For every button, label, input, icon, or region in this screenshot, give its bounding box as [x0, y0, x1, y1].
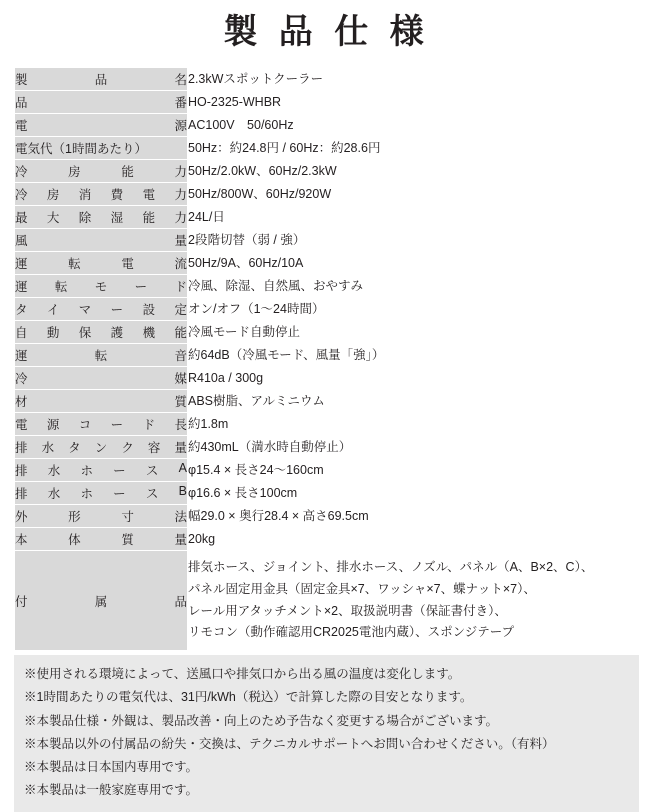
row-label-text: 冷 媒	[15, 371, 187, 386]
table-row	[15, 527, 639, 550]
row-value: φ16.6 × 長さ100cm	[188, 481, 639, 504]
row-label-text: 排 水 ホ ー ス A	[15, 460, 187, 478]
row-label	[15, 90, 188, 113]
row-value: 幅29.0 × 奥行28.4 × 高さ69.5cm	[188, 504, 639, 527]
row-label-text: タ イ マ ー 設 定	[15, 302, 187, 317]
row-label-text: 製 品 名	[15, 72, 187, 87]
table-row	[15, 274, 639, 297]
row-label	[15, 205, 188, 228]
row-value: 約64dB（冷風モード、風量「強」）	[188, 343, 639, 366]
row-value: オン/オフ（1〜24時間）	[188, 297, 639, 320]
row-label	[15, 412, 188, 435]
note-line: ※1時間あたりの電気代は、31円/kWh（税込）で計算した際の目安となります。	[24, 690, 473, 705]
row-value: 冷風モード自動停止	[188, 320, 639, 343]
row-label	[15, 159, 188, 182]
row-label-text: 本 体 質 量	[15, 532, 187, 547]
row-label	[15, 182, 188, 205]
row-value: ABS樹脂、アルミニウム	[188, 389, 639, 412]
specification-table-body	[15, 67, 639, 651]
table-row	[15, 67, 639, 90]
row-label	[15, 504, 188, 527]
row-label	[15, 320, 188, 343]
table-row	[15, 182, 639, 205]
row-value: 50Hz/2.0kW、60Hz/2.3kW	[188, 159, 639, 182]
table-row-accessories	[15, 550, 639, 651]
row-label-text: 風 量	[15, 233, 187, 248]
table-row	[15, 412, 639, 435]
notes-block	[14, 655, 639, 812]
page-title: 製 品 仕 様	[223, 13, 430, 51]
table-row	[15, 504, 639, 527]
specification-table	[14, 67, 639, 652]
table-row	[15, 228, 639, 251]
row-label-text: 冷 房 消 費 電 力	[15, 187, 187, 202]
row-label-text: 運 転 電 流	[15, 256, 187, 271]
table-row	[15, 320, 639, 343]
row-value-accessories	[188, 550, 639, 651]
accessory-line: レール用アタッチメント×2、取扱説明書（保証書付き）、	[188, 603, 507, 618]
table-row	[15, 297, 639, 320]
note-line: ※使用される環境によって、送風口や排気口から出る風の温度は変化します。	[24, 667, 461, 682]
row-label-text: 自 動 保 護 機 能	[15, 325, 187, 340]
row-label	[15, 435, 188, 458]
note-line: ※本製品は一般家庭専用です。	[24, 782, 199, 797]
row-label	[15, 228, 188, 251]
row-value: 20kg	[188, 527, 639, 550]
table-row	[15, 435, 639, 458]
row-label	[15, 366, 188, 389]
table-row	[15, 205, 639, 228]
row-label-text: 電 源 コ ー ド 長	[15, 417, 187, 432]
table-row	[15, 136, 639, 159]
row-label	[15, 67, 188, 90]
table-row	[15, 343, 639, 366]
row-label	[15, 550, 188, 651]
row-value: AC100V 50/60Hz	[188, 113, 639, 136]
accessory-line: リモコン（動作確認用CR2025電池内蔵）、スポンジテープ	[188, 625, 515, 640]
row-value: HO-2325-WHBR	[188, 90, 639, 113]
row-label	[15, 343, 188, 366]
row-label	[15, 113, 188, 136]
row-value: 50Hz：約24.8円 / 60Hz：約28.6円	[188, 136, 639, 159]
row-label	[15, 251, 188, 274]
row-value: 50Hz/800W、60Hz/920W	[188, 182, 639, 205]
row-label	[15, 527, 188, 550]
row-label-text: 電 源	[15, 118, 187, 133]
accessory-line: パネル固定用金具（固定金具×7、ワッシャ×7、蝶ナット×7）、	[188, 581, 536, 596]
row-value: 約1.8m	[188, 412, 639, 435]
row-value: 50Hz/9A、60Hz/10A	[188, 251, 639, 274]
table-row	[15, 251, 639, 274]
row-label-text: 運 転 音	[15, 348, 187, 363]
table-row	[15, 90, 639, 113]
note-line: ※本製品は日本国内専用です。	[24, 759, 199, 774]
table-row	[15, 389, 639, 412]
row-label-text: 電気代（1時間あたり）	[15, 141, 147, 156]
table-row	[15, 159, 639, 182]
row-label-text: 材 質	[15, 394, 187, 409]
row-label-text: 冷 房 能 力	[15, 164, 187, 179]
row-label	[15, 389, 188, 412]
row-label-text: 運 転 モ ー ド	[15, 279, 187, 294]
accessory-line: 排気ホース、ジョイント、排水ホース、ノズル、パネル（A、B×2、C）、	[188, 559, 594, 574]
note-line: ※本製品仕様・外観は、製品改善・向上のため予告なく変更する場合がございます。	[24, 713, 499, 728]
row-label-text: 付 属 品	[15, 594, 187, 609]
table-row	[15, 458, 639, 481]
table-row	[15, 113, 639, 136]
row-value: φ15.4 × 長さ24〜160cm	[188, 458, 639, 481]
row-label	[15, 136, 188, 159]
row-value: R410a / 300g	[188, 366, 639, 389]
row-label	[15, 274, 188, 297]
table-row	[15, 481, 639, 504]
row-label-text: 排 水 ホ ー ス B	[15, 483, 187, 501]
row-label	[15, 458, 188, 481]
table-row	[15, 366, 639, 389]
row-label-text: 品 番	[15, 95, 187, 110]
row-label	[15, 481, 188, 504]
row-value: 約430mL（満水時自動停止）	[188, 435, 639, 458]
row-label-text: 最 大 除 湿 能 力	[15, 210, 187, 225]
row-value: 24L/日	[188, 205, 639, 228]
note-line: ※本製品以外の付属品の紛失・交換は、テクニカルサポートへお問い合わせください。（有料）	[24, 736, 555, 751]
row-label-text: 外 形 寸 法	[15, 509, 187, 524]
row-value: 2.3kWスポットクーラー	[188, 67, 639, 90]
row-label-text: 排 水 タ ン ク 容 量	[15, 440, 187, 455]
row-label	[15, 297, 188, 320]
row-value: 2段階切替（弱 / 強）	[188, 228, 639, 251]
row-value: 冷風、除湿、自然風、おやすみ	[188, 274, 639, 297]
